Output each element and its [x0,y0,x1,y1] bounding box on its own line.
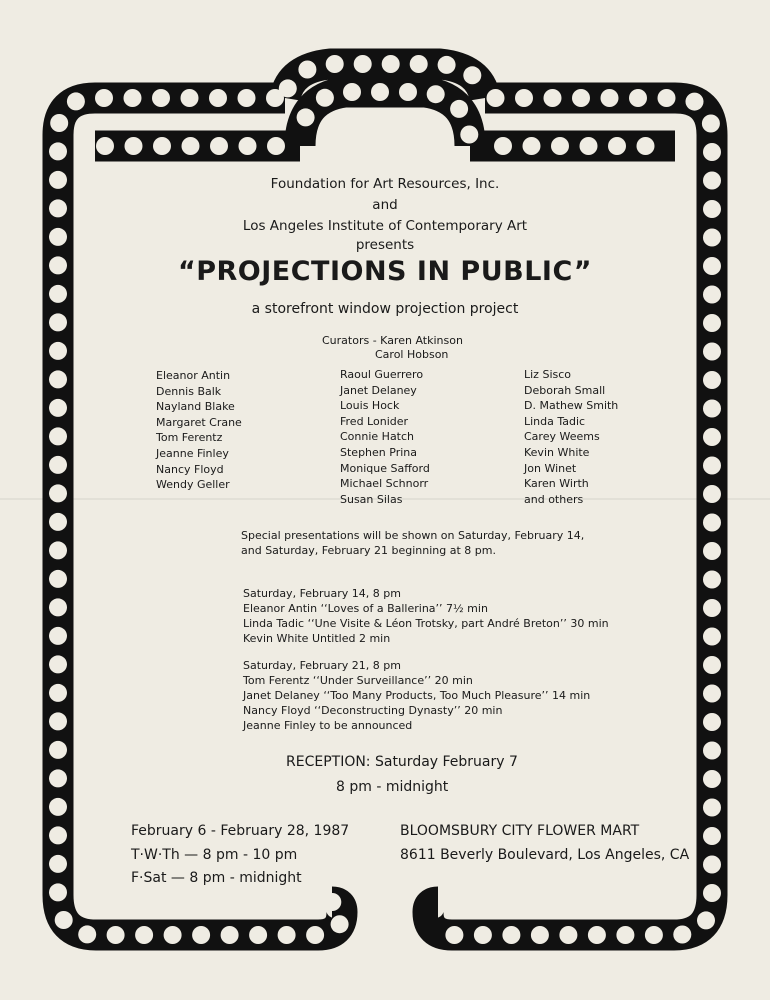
marquee-bulb [209,89,227,107]
artist-name: Karen Wirth [524,477,589,491]
artist-name: Deborah Small [524,383,606,397]
marquee-bulb [580,137,598,155]
artist-name: Linda Tadic [524,414,586,428]
marquee-bulb [703,799,721,817]
marquee-bulb [658,89,676,107]
reception-time: 8 pm - midnight [336,779,449,795]
marquee-bulb [107,926,125,944]
marquee-bulb [559,926,577,944]
marquee-bulb [49,883,67,901]
marquee-bulb [703,400,721,418]
marquee-bulb [502,926,520,944]
sponsor-line-2: and [372,197,398,213]
marquee-bulb [474,926,492,944]
marquee-bulb [278,926,296,944]
sponsor-line-3: Los Angeles Institute of Contemporary Art [242,218,528,234]
marquee-bulb [55,911,73,929]
marquee-bulb [124,89,142,107]
venue-name: BLOOMSBURY CITY FLOWER MART [400,823,640,839]
marquee-bulb [49,598,67,616]
program-heading: Saturday, February 21, 8 pm [243,659,401,672]
special-presentations [241,528,584,558]
marquee-bulb [703,571,721,589]
curators-label: Curators - Karen Atkinson [322,334,463,347]
artist-name: Michael Schnorr [340,477,429,491]
marquee-bulb [49,142,67,160]
marquee-bulb [616,926,634,944]
marquee-bulb [399,83,417,101]
program-item: Jeanne Finley to be announced [243,719,413,732]
artist-name: D. Mathew Smith [524,399,619,413]
event-subtitle: a storefront window projection project [251,301,519,317]
program-feb-21 [243,658,590,733]
marquee-bulb [703,514,721,532]
sponsor-line-1: Foundation for Art Resources, Inc. [270,176,500,192]
marquee-bulb [49,627,67,645]
marquee-bulb [49,798,67,816]
marquee-bulb [331,915,349,933]
artist-name: Tom Ferentz [156,431,223,445]
marquee-bulb [49,684,67,702]
artist-name: Nancy Floyd [156,462,224,476]
venue-address: 8611 Beverly Boulevard, Los Angeles, CA [400,847,690,863]
marquee-bulb [152,89,170,107]
marquee-bulb [703,628,721,646]
marquee-bulb [544,89,562,107]
marquee-bulb [703,428,721,446]
marquee-bulb [50,114,68,132]
marquee-bulb [153,137,171,155]
marquee-bulb [450,100,468,118]
marquee-bulb [702,115,720,133]
program-item: Tom Ferentz ‘‘Under Surveillance’’ 20 min [243,674,473,687]
marquee-bulb [382,55,400,73]
marquee-bulb [182,137,200,155]
marquee-bulb [49,456,67,474]
marquee-bulb [67,92,85,110]
program-item: Linda Tadic ‘‘Une Visite & Léon Trotsky, part André Breton’’ 30 min [243,617,609,630]
special-line-1: Special presentations will be shown on Saturday, February 14, [241,529,585,542]
program-item: Kevin White Untitled 2 min [243,632,391,645]
marquee-bulb [494,137,512,155]
marquee-bulb [49,855,67,873]
marquee-bulb [703,742,721,760]
marquee-bulb [515,89,533,107]
artist-name: Connie Hatch [340,430,415,444]
artist-column-3 [524,367,618,507]
marquee-bulb [298,61,316,79]
artist-name: Wendy Geller [156,478,230,492]
marquee-bulb [445,926,463,944]
special-line-2: and Saturday, February 21 beginning at 8 pm. [241,544,496,557]
marquee-bulb [697,911,715,929]
artist-name: Jon Winet [524,461,577,475]
artist-column-1 [156,368,242,493]
artist-name: Janet Delaney [340,383,417,397]
marquee-bulb [686,93,704,111]
marquee-bulb [343,83,361,101]
marquee-bulb [410,55,428,73]
marquee-bulb [210,137,228,155]
marquee-bulb [523,137,541,155]
program-item: Eleanor Antin ‘‘Loves of a Ballerina’’ 7½ min [243,602,488,615]
artist-name: Stephen Prina [340,445,417,459]
marquee-bulb [703,685,721,703]
marquee-bulb [326,55,344,73]
marquee-bulb [703,143,721,161]
marquee-bulb [49,741,67,759]
marquee-bulb [703,856,721,874]
marquee-bulb [135,926,153,944]
marquee-bulb [249,926,267,944]
marquee-bulb [645,926,663,944]
marquee-bulb [703,542,721,560]
marquee-bulb [703,485,721,503]
marquee-bulb [703,343,721,361]
weekend-hours: F·Sat — 8 pm - midnight [131,870,302,886]
marquee-bulb [551,137,569,155]
marquee-bulb [608,137,626,155]
marquee-bulb [49,513,67,531]
marquee-bulb [703,371,721,389]
artist-name: Kevin White [524,445,590,459]
artist-name: Carey Weems [524,430,600,444]
marquee-bulb [371,83,389,101]
marquee-bulb [238,89,256,107]
marquee-bulb [531,926,549,944]
marquee-bulb [306,926,324,944]
reception-title: RECEPTION: Saturday February 7 [286,754,518,770]
marquee-bulb [125,137,143,155]
marquee-bulb [572,89,590,107]
artist-name: Eleanor Antin [156,369,231,382]
marquee-bulb [49,484,67,502]
marquee-bulb [629,89,647,107]
marquee-bulb [354,55,372,73]
program-item: Janet Delaney ‘‘Too Many Products, Too Much Pleasure’’ 14 min [243,689,591,702]
marquee-bulb [192,926,210,944]
marquee-bulb [164,926,182,944]
marquee-bulb [221,926,239,944]
marquee-bulb [96,137,114,155]
marquee-bulb [673,926,691,944]
artist-name: Susan Silas [340,492,403,506]
marquee-bulb [438,56,456,74]
marquee-bulb [78,925,96,943]
marquee-bulb [49,427,67,445]
program-feb-14 [243,586,609,646]
marquee-bulb [487,89,505,107]
marquee-bulb [463,66,481,84]
program-item: Nancy Floyd ‘‘Deconstructing Dynasty’’ 20 min [243,704,503,717]
event-title: “PROJECTIONS IN PUBLIC” [177,256,593,287]
artist-name: Raoul Guerrero [340,368,424,381]
artist-name: Jeanne Finley [156,446,229,460]
marquee-bulb [703,656,721,674]
program-heading: Saturday, February 14, 8 pm [243,587,401,600]
artist-name: Fred Lonider [340,414,409,428]
sponsor-line-4: presents [355,237,415,253]
marquee-bulb [460,126,478,144]
marquee-bulb [49,541,67,559]
marquee-bulb [703,457,721,475]
marquee-bulb [49,655,67,673]
marquee-bulb [703,827,721,845]
marquee-bulb [703,770,721,788]
marquee-bulb [427,85,445,103]
marquee-bulb [316,89,334,107]
artist-column-2 [340,367,430,507]
marquee-bulb [181,89,199,107]
marquee-bulb [323,893,341,911]
artist-name: and others [524,492,584,506]
marquee-bulb [95,89,113,107]
weekday-hours: T·W·Th — 8 pm - 10 pm [131,847,298,863]
marquee-bulb [239,137,257,155]
artist-name: Margaret Crane [156,415,242,429]
marquee-bulb [49,712,67,730]
marquee-bulb [703,884,721,902]
marquee-bulb [297,108,315,126]
marquee-bulb [601,89,619,107]
marquee-bulb [588,926,606,944]
marquee-bulb [49,826,67,844]
marquee-bulb [49,370,67,388]
marquee-bulb [637,137,655,155]
artist-name: Nayland Blake [156,400,235,414]
marquee-bulb [703,713,721,731]
artist-name: Dennis Balk [156,384,222,398]
marquee-bulb [49,570,67,588]
marquee-bulb [703,599,721,617]
marquee-bulb [267,137,285,155]
curator-second: Carol Hobson [375,348,449,361]
artist-name: Liz Sisco [524,368,572,381]
marquee-bulb [49,769,67,787]
artist-name: Monique Safford [340,461,430,475]
artist-name: Louis Hock [340,399,400,413]
date-range: February 6 - February 28, 1987 [131,823,350,839]
marquee-bulb [49,342,67,360]
marquee-bulb [279,79,297,97]
marquee-bulb [49,399,67,417]
